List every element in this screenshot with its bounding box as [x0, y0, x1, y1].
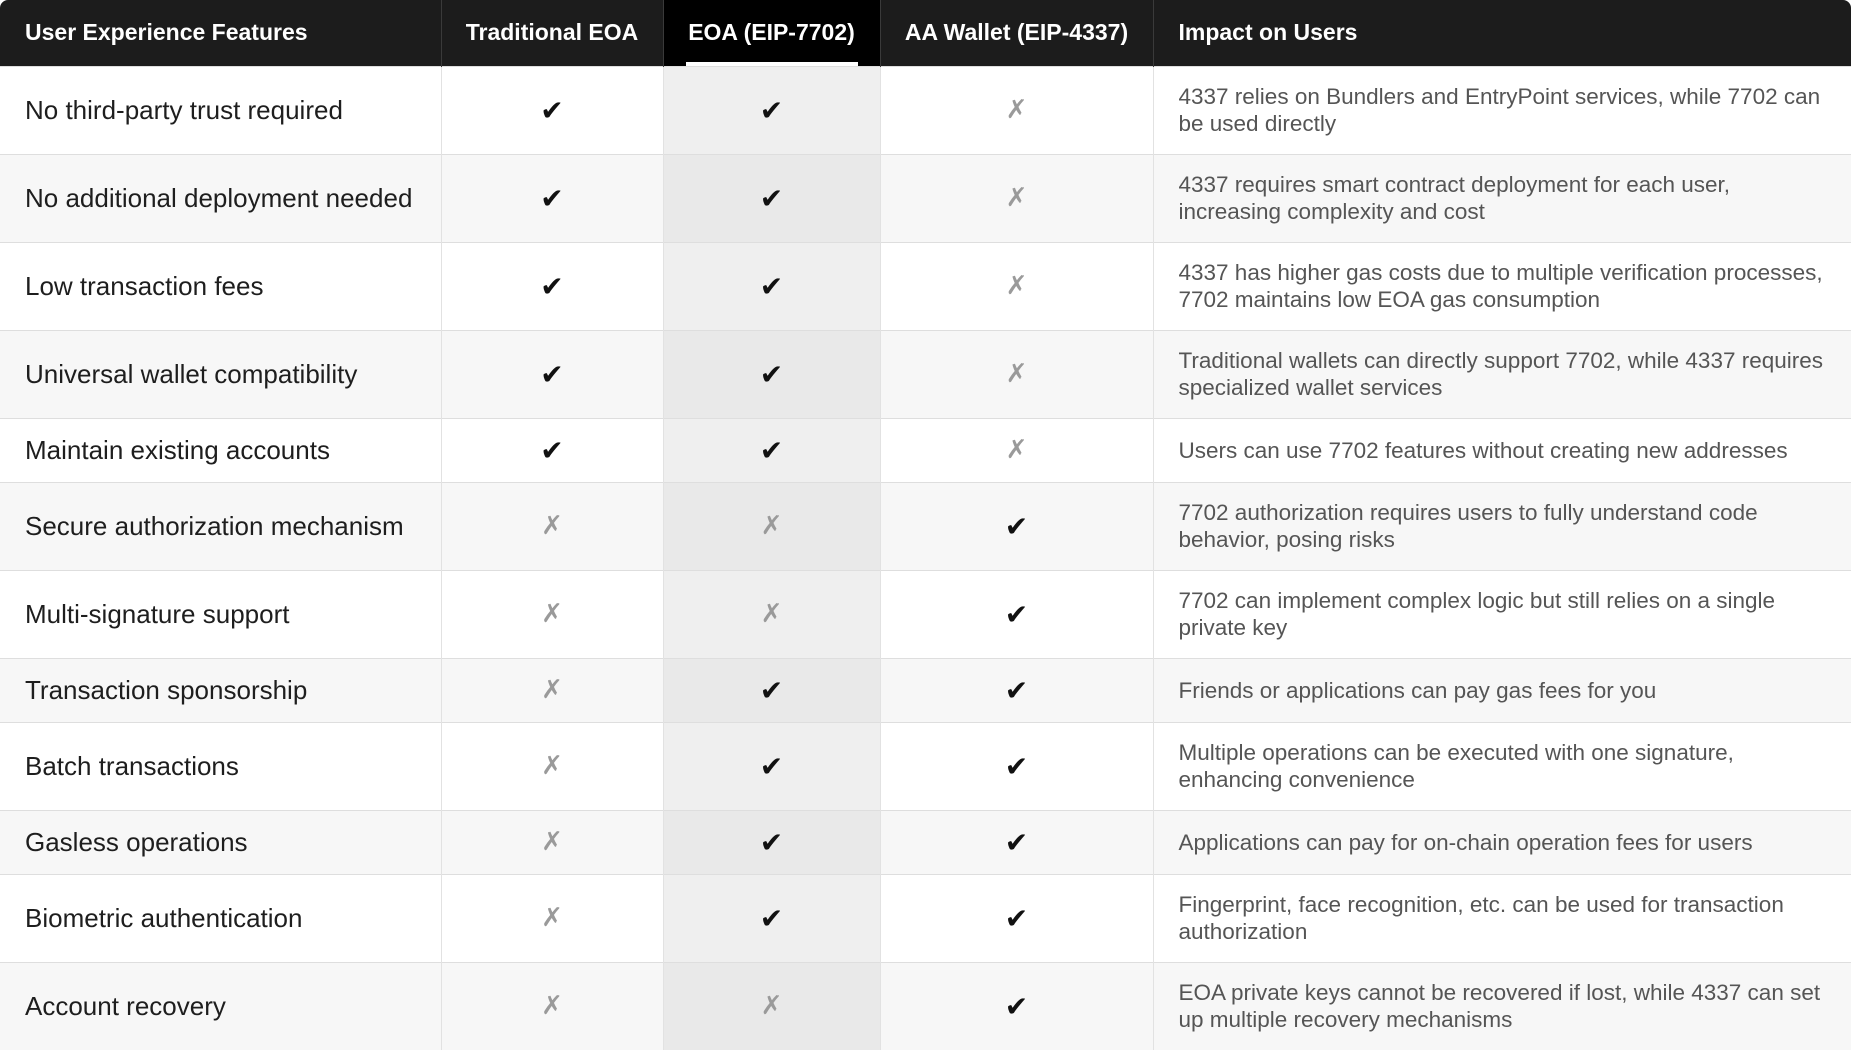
check-icon: ✔ [759, 357, 784, 391]
eoa-7702-cell [663, 66, 880, 154]
feature-cell: Maintain existing accounts [0, 418, 441, 482]
traditional-eoa-cell [441, 242, 663, 330]
impact-cell: 4337 has higher gas costs due to multiple verification processes, 7702 maintains low EOA gas consumption [1178, 260, 1823, 312]
cross-icon: ✗ [1005, 271, 1028, 301]
feature-cell: Low transaction fees [0, 242, 441, 330]
feature-cell: Gasless operations [0, 810, 441, 874]
cross-icon: ✗ [1005, 183, 1028, 213]
check-icon: ✔ [759, 825, 784, 859]
feature-cell: Universal wallet compatibility [0, 330, 441, 418]
table-header [0, 0, 1851, 66]
aa-wallet-4337-cell [880, 962, 1153, 1050]
feature-cell: Secure authorization mechanism [0, 482, 441, 570]
check-icon: ✔ [1004, 989, 1029, 1023]
traditional-eoa-cell [441, 570, 663, 658]
cross-icon: ✗ [1005, 359, 1028, 389]
table-row [0, 570, 1851, 658]
check-icon: ✔ [540, 357, 564, 391]
aa-wallet-4337-cell [880, 722, 1153, 810]
aa-wallet-4337-cell [880, 242, 1153, 330]
aa-wallet-4337-cell [880, 66, 1153, 154]
header-row [0, 0, 1851, 66]
eoa-7702-cell [663, 962, 880, 1050]
impact-cell: 4337 relies on Bundlers and EntryPoint services, while 7702 can be used directly [1178, 84, 1821, 136]
header-aa-wallet-4337: AA Wallet (EIP-4337) [880, 0, 1153, 66]
eoa-7702-cell [663, 154, 880, 242]
cross-icon: ✗ [541, 751, 563, 781]
cross-icon: ✗ [760, 599, 783, 629]
traditional-eoa-cell [441, 154, 663, 242]
table-row [0, 330, 1851, 418]
eoa-7702-cell [663, 658, 880, 722]
table-body [0, 66, 1851, 1050]
cross-icon: ✗ [541, 675, 563, 705]
eoa-7702-cell [663, 722, 880, 810]
traditional-eoa-cell [441, 722, 663, 810]
cross-icon: ✗ [760, 511, 783, 541]
impact-cell: EOA private keys cannot be recovered if lost, while 4337 can set up multiple recovery mechanisms [1178, 980, 1821, 1033]
table-row [0, 66, 1851, 154]
aa-wallet-4337-cell [880, 154, 1153, 242]
eoa-7702-cell [663, 330, 880, 418]
impact-cell: 7702 authorization requires users to fully understand code behavior, posing risks [1178, 500, 1758, 552]
cross-icon: ✗ [1005, 435, 1028, 465]
eoa-7702-cell [663, 482, 880, 570]
impact-cell: 7702 can implement complex logic but still relies on a single private key [1178, 588, 1776, 640]
check-icon: ✔ [759, 433, 784, 467]
eoa-7702-cell [663, 570, 880, 658]
table-row [0, 418, 1851, 482]
traditional-eoa-cell [441, 330, 663, 418]
impact-cell: 4337 requires smart contract deployment for each user, increasing complexity and cost [1178, 172, 1731, 224]
feature-cell: Batch transactions [0, 722, 441, 810]
check-icon: ✔ [1004, 597, 1029, 631]
check-icon: ✔ [540, 269, 564, 303]
check-icon: ✔ [1004, 673, 1029, 707]
table-row [0, 722, 1851, 810]
table-row [0, 658, 1851, 722]
check-icon: ✔ [1004, 901, 1029, 935]
table-row [0, 154, 1851, 242]
eoa-7702-cell [663, 242, 880, 330]
check-icon: ✔ [759, 269, 784, 303]
traditional-eoa-cell [441, 962, 663, 1050]
table-row [0, 242, 1851, 330]
cross-icon: ✗ [1005, 95, 1028, 125]
check-icon: ✔ [759, 673, 784, 707]
check-icon: ✔ [759, 93, 784, 127]
cross-icon: ✗ [541, 827, 563, 857]
check-icon: ✔ [1004, 509, 1029, 543]
aa-wallet-4337-cell [880, 810, 1153, 874]
check-icon: ✔ [759, 749, 784, 783]
header-eoa-7702-label: EOA (EIP-7702) [688, 19, 855, 46]
aa-wallet-4337-cell [880, 330, 1153, 418]
feature-cell: No additional deployment needed [0, 154, 441, 242]
check-icon: ✔ [759, 901, 784, 935]
impact-cell: Traditional wallets can directly support 7702, while 4337 requires specialized wallet services [1178, 348, 1824, 400]
eoa-7702-cell [663, 874, 880, 962]
aa-wallet-4337-cell [880, 658, 1153, 722]
check-icon: ✔ [540, 433, 564, 467]
traditional-eoa-cell [441, 66, 663, 154]
header-feature: User Experience Features [0, 0, 441, 66]
highlight-underline [686, 62, 858, 66]
aa-wallet-4337-cell [880, 570, 1153, 658]
traditional-eoa-cell [441, 482, 663, 570]
cross-icon: ✗ [541, 511, 563, 541]
impact-cell: Multiple operations can be executed with one signature, enhancing convenience [1178, 740, 1734, 792]
table-row [0, 962, 1851, 1050]
feature-cell: No third-party trust required [0, 66, 441, 154]
eoa-7702-cell [663, 418, 880, 482]
traditional-eoa-cell [441, 418, 663, 482]
header-impact: Impact on Users [1178, 19, 1358, 46]
feature-cell: Biometric authentication [0, 874, 441, 962]
impact-cell: Fingerprint, face recognition, etc. can be used for transaction authorization [1178, 892, 1784, 944]
cross-icon: ✗ [541, 991, 563, 1022]
feature-cell: Account recovery [0, 962, 441, 1050]
header-traditional-eoa: Traditional EOA [441, 0, 663, 66]
cross-icon: ✗ [541, 599, 563, 629]
impact-cell: Friends or applications can pay gas fees for you [1178, 677, 1657, 703]
traditional-eoa-cell [441, 658, 663, 722]
eoa-7702-cell [663, 810, 880, 874]
feature-cell: Multi-signature support [0, 570, 441, 658]
traditional-eoa-cell [441, 810, 663, 874]
impact-cell: Users can use 7702 features without creating new addresses [1178, 437, 1788, 463]
table-row [0, 810, 1851, 874]
check-icon: ✔ [1004, 825, 1029, 859]
check-icon: ✔ [540, 93, 564, 127]
table-row [0, 482, 1851, 570]
check-icon: ✔ [540, 181, 564, 215]
aa-wallet-4337-cell [880, 874, 1153, 962]
aa-wallet-4337-cell [880, 418, 1153, 482]
traditional-eoa-cell [441, 874, 663, 962]
header-eoa-7702 [663, 0, 880, 66]
cross-icon: ✗ [760, 991, 783, 1022]
check-icon: ✔ [759, 181, 784, 215]
aa-wallet-4337-cell [880, 482, 1153, 570]
check-icon: ✔ [1004, 749, 1029, 783]
impact-cell: Applications can pay for on-chain operation fees for users [1178, 829, 1753, 855]
table-row [0, 874, 1851, 962]
cross-icon: ✗ [541, 903, 563, 933]
feature-cell: Transaction sponsorship [0, 658, 441, 722]
